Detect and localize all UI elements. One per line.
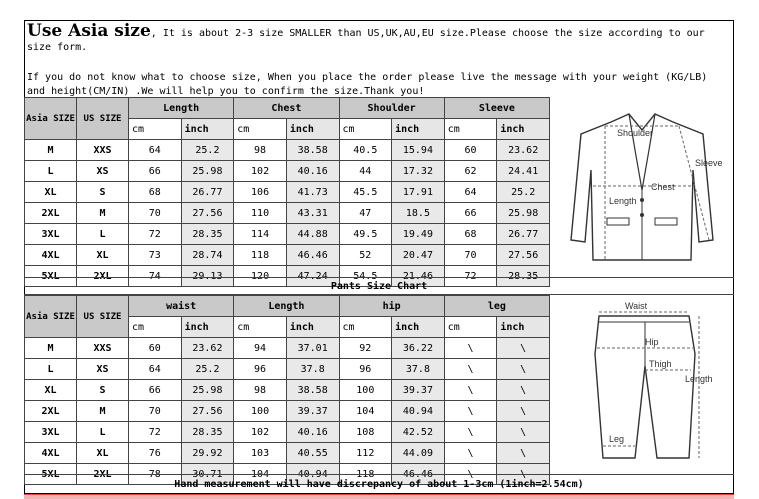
table-row — [25, 401, 550, 422]
inch-value-cell: 25.98 — [181, 161, 234, 182]
jacket-size-table — [24, 97, 550, 287]
cm-value-cell: 100 — [234, 401, 287, 422]
table-row — [25, 224, 550, 245]
cm-value-cell: 106 — [234, 182, 287, 203]
cm-value-cell: 110 — [234, 203, 287, 224]
us-size-cell: XL — [77, 245, 129, 266]
inch-value-cell: 17.32 — [392, 161, 445, 182]
asia-size-cell: L — [25, 359, 77, 380]
inch-value-cell: 39.37 — [392, 380, 445, 401]
inch-value-cell: 37.01 — [286, 338, 339, 359]
cm-value-cell: 108 — [339, 422, 392, 443]
cm-value-cell: 66 — [444, 203, 497, 224]
us-size-cell: S — [77, 380, 129, 401]
cm-value-cell: 98 — [234, 380, 287, 401]
inch-value-cell: 28.35 — [497, 266, 550, 287]
cm-value-cell: 94 — [234, 338, 287, 359]
cm-value-cell: 118 — [234, 245, 287, 266]
asia-size-cell: 4XL — [25, 245, 77, 266]
cm-value-cell: 72 — [129, 422, 182, 443]
cm-value-cell: 66 — [129, 380, 182, 401]
table-row — [25, 182, 550, 203]
cm-value-cell: 64 — [129, 140, 182, 161]
inch-value-cell: 37.8 — [392, 359, 445, 380]
hip-header: hip — [339, 296, 444, 317]
inch-value-cell: 43.31 — [286, 203, 339, 224]
us-size-cell: XXS — [77, 140, 129, 161]
asia-size-header: Asia SIZE — [25, 98, 77, 140]
asia-size-cell: 4XL — [25, 443, 77, 464]
cm-value-cell: 45.5 — [339, 182, 392, 203]
cm-value-cell: 60 — [129, 338, 182, 359]
bottom-accent-bar — [24, 494, 734, 499]
inch-value-cell: 28.35 — [181, 422, 234, 443]
cm-value-cell: 78 — [129, 464, 182, 485]
inch-value-cell: 18.5 — [392, 203, 445, 224]
table-row — [25, 380, 550, 401]
jacket-chest-label: Chest — [651, 182, 675, 192]
cm-value-cell: 120 — [234, 266, 287, 287]
length-header: Length — [129, 98, 234, 119]
inch-value-cell: \ — [497, 464, 550, 485]
cm-value-cell: 74 — [129, 266, 182, 287]
cm-value-cell: 70 — [444, 245, 497, 266]
us-size-cell: L — [77, 422, 129, 443]
cm-value-cell: 72 — [129, 224, 182, 245]
inch-value-cell: 42.52 — [392, 422, 445, 443]
table-row — [25, 161, 550, 182]
inch-value-cell: 40.55 — [286, 443, 339, 464]
size-help-note: If you do not know what to choose size, When you place the order please live the message with your weight (KG/LB) and height(CM/IN) .We will help you to confirm the size.Thank you! — [27, 72, 708, 97]
unit-inch: inch — [181, 119, 234, 140]
unit-inch: inch — [286, 119, 339, 140]
asia-size-cell: M — [25, 338, 77, 359]
inch-value-cell: 26.77 — [497, 224, 550, 245]
cm-value-cell: \ — [444, 443, 497, 464]
inch-value-cell: 23.62 — [497, 140, 550, 161]
unit-cm: cm — [339, 119, 392, 140]
inch-value-cell: 29.13 — [181, 266, 234, 287]
inch-value-cell: 44.09 — [392, 443, 445, 464]
measurement-footnote: Hand measurement will have discrepancy of about 1-3cm (1inch=2.54cm) — [24, 474, 734, 494]
inch-value-cell: 28.74 — [181, 245, 234, 266]
us-size-header: US SIZE — [77, 296, 129, 338]
unit-cm: cm — [129, 317, 182, 338]
cm-value-cell: 92 — [339, 338, 392, 359]
asia-size-cell: 2XL — [25, 401, 77, 422]
cm-value-cell: 104 — [339, 401, 392, 422]
waist-header: waist — [129, 296, 234, 317]
unit-cm: cm — [129, 119, 182, 140]
length-header: Length — [234, 296, 339, 317]
unit-inch: inch — [392, 317, 445, 338]
inch-value-cell: 24.41 — [497, 161, 550, 182]
inch-value-cell: 21.46 — [392, 266, 445, 287]
cm-value-cell: \ — [444, 464, 497, 485]
inch-value-cell: \ — [497, 401, 550, 422]
table-row — [25, 140, 550, 161]
table-row — [25, 338, 550, 359]
inch-value-cell: 38.58 — [286, 140, 339, 161]
inch-value-cell: 46.46 — [286, 245, 339, 266]
cm-value-cell: 54.5 — [339, 266, 392, 287]
inch-value-cell: 26.77 — [181, 182, 234, 203]
cm-value-cell: 104 — [234, 464, 287, 485]
unit-cm: cm — [339, 317, 392, 338]
unit-inch: inch — [181, 317, 234, 338]
jacket-diagram — [553, 100, 731, 272]
inch-value-cell: 47.24 — [286, 266, 339, 287]
jacket-sleeve-label: Sleeve — [695, 158, 723, 168]
cm-value-cell: 96 — [234, 359, 287, 380]
us-size-cell: XS — [77, 161, 129, 182]
asia-size-cell: 5XL — [25, 266, 77, 287]
inch-value-cell: 25.2 — [181, 140, 234, 161]
inch-value-cell: 17.91 — [392, 182, 445, 203]
cm-value-cell: 64 — [444, 182, 497, 203]
jacket-length-label: Length — [609, 196, 637, 206]
inch-value-cell: 40.94 — [286, 464, 339, 485]
pants-hip-label: Hip — [645, 337, 659, 347]
inch-value-cell: 29.92 — [181, 443, 234, 464]
cm-value-cell: 60 — [444, 140, 497, 161]
inch-value-cell: \ — [497, 422, 550, 443]
us-size-cell: 2XL — [77, 266, 129, 287]
cm-value-cell: 76 — [129, 443, 182, 464]
cm-value-cell: 102 — [234, 422, 287, 443]
inch-value-cell: 37.8 — [286, 359, 339, 380]
asia-size-cell: 5XL — [25, 464, 77, 485]
cm-value-cell: 70 — [129, 203, 182, 224]
cm-value-cell: 73 — [129, 245, 182, 266]
us-size-cell: XS — [77, 359, 129, 380]
pants-length-label: Length — [685, 374, 713, 384]
asia-size-cell: 3XL — [25, 224, 77, 245]
asia-size-header: Asia SIZE — [25, 296, 77, 338]
inch-value-cell: 30.71 — [181, 464, 234, 485]
inch-value-cell: \ — [497, 359, 550, 380]
asia-size-cell: XL — [25, 380, 77, 401]
us-size-cell: M — [77, 203, 129, 224]
inch-value-cell: \ — [497, 380, 550, 401]
inch-value-cell: 19.49 — [392, 224, 445, 245]
unit-cm: cm — [234, 119, 287, 140]
inch-value-cell: \ — [497, 443, 550, 464]
cm-value-cell: \ — [444, 401, 497, 422]
asia-size-title: Use Asia size — [27, 21, 151, 41]
leg-header: leg — [444, 296, 549, 317]
cm-value-cell: 96 — [339, 359, 392, 380]
jacket-shoulder-label: Shoulder — [617, 128, 654, 138]
us-size-cell: 2XL — [77, 464, 129, 485]
us-size-cell: M — [77, 401, 129, 422]
inch-value-cell: 27.56 — [181, 401, 234, 422]
asia-size-cell: XL — [25, 182, 77, 203]
us-size-cell: S — [77, 182, 129, 203]
pants-chart-title: Pants Size Chart — [24, 277, 734, 295]
jacket-button — [640, 198, 644, 202]
cm-value-cell: \ — [444, 380, 497, 401]
us-size-header: US SIZE — [77, 98, 129, 140]
pants-thigh-label: Thigh — [649, 359, 672, 369]
inch-value-cell: 25.2 — [497, 182, 550, 203]
unit-cm: cm — [234, 317, 287, 338]
inch-value-cell: 25.98 — [181, 380, 234, 401]
inch-value-cell: 23.62 — [181, 338, 234, 359]
cm-value-cell: 62 — [444, 161, 497, 182]
unit-cm: cm — [444, 119, 497, 140]
asia-size-cell: L — [25, 161, 77, 182]
cm-value-cell: \ — [444, 422, 497, 443]
inch-value-cell: 44.88 — [286, 224, 339, 245]
cm-value-cell: 52 — [339, 245, 392, 266]
inch-value-cell: 39.37 — [286, 401, 339, 422]
inch-value-cell: 38.58 — [286, 380, 339, 401]
inch-value-cell: 40.16 — [286, 422, 339, 443]
asia-size-cell: 3XL — [25, 422, 77, 443]
unit-inch: inch — [392, 119, 445, 140]
cm-value-cell: 100 — [339, 380, 392, 401]
inch-value-cell: 40.94 — [392, 401, 445, 422]
cm-value-cell: 72 — [444, 266, 497, 287]
cm-value-cell: 47 — [339, 203, 392, 224]
inch-value-cell: 41.73 — [286, 182, 339, 203]
cm-value-cell: 66 — [129, 161, 182, 182]
cm-value-cell: 40.5 — [339, 140, 392, 161]
unit-inch: inch — [497, 317, 550, 338]
pants-size-rows — [25, 338, 550, 485]
inch-value-cell: 46.46 — [392, 464, 445, 485]
jacket-size-rows — [25, 140, 550, 287]
inch-value-cell: 15.94 — [392, 140, 445, 161]
unit-inch: inch — [497, 119, 550, 140]
cm-value-cell: 103 — [234, 443, 287, 464]
asia-size-cell: 2XL — [25, 203, 77, 224]
inch-value-cell: 25.98 — [497, 203, 550, 224]
inch-value-cell: 27.56 — [181, 203, 234, 224]
cm-value-cell: \ — [444, 359, 497, 380]
inch-value-cell: 36.22 — [392, 338, 445, 359]
inch-value-cell: 27.56 — [497, 245, 550, 266]
cm-value-cell: 49.5 — [339, 224, 392, 245]
us-size-cell: L — [77, 224, 129, 245]
size-headline — [27, 21, 727, 55]
cm-value-cell: \ — [444, 338, 497, 359]
cm-value-cell: 70 — [129, 401, 182, 422]
pants-waist-label: Waist — [625, 301, 648, 311]
pants-size-table — [24, 295, 550, 485]
inch-value-cell: \ — [497, 338, 550, 359]
inch-value-cell: 28.35 — [181, 224, 234, 245]
cm-value-cell: 102 — [234, 161, 287, 182]
chest-header: Chest — [234, 98, 339, 119]
cm-value-cell: 68 — [129, 182, 182, 203]
unit-cm: cm — [444, 317, 497, 338]
cm-value-cell: 64 — [129, 359, 182, 380]
cm-value-cell: 98 — [234, 140, 287, 161]
asia-size-cell: M — [25, 140, 77, 161]
sleeve-header: Sleeve — [444, 98, 549, 119]
cm-value-cell: 112 — [339, 443, 392, 464]
cm-value-cell: 118 — [339, 464, 392, 485]
inch-value-cell: 40.16 — [286, 161, 339, 182]
cm-value-cell: 44 — [339, 161, 392, 182]
us-size-cell: XXS — [77, 338, 129, 359]
cm-value-cell: 114 — [234, 224, 287, 245]
unit-inch: inch — [286, 317, 339, 338]
table-row — [25, 203, 550, 224]
pants-diagram — [553, 298, 731, 470]
inch-value-cell: 20.47 — [392, 245, 445, 266]
asia-size-subtitle: , It is about 2-3 size SMALLER than US,UK,AU,EU size.Please choose the size according to our size form. — [27, 28, 705, 53]
pants-leg-label: Leg — [609, 434, 625, 444]
jacket-button — [640, 213, 644, 217]
table-row — [25, 245, 550, 266]
table-row — [25, 422, 550, 443]
cm-value-cell: 68 — [444, 224, 497, 245]
shoulder-header: Shoulder — [339, 98, 444, 119]
inch-value-cell: 25.2 — [181, 359, 234, 380]
table-row — [25, 443, 550, 464]
table-row — [25, 359, 550, 380]
us-size-cell: XL — [77, 443, 129, 464]
